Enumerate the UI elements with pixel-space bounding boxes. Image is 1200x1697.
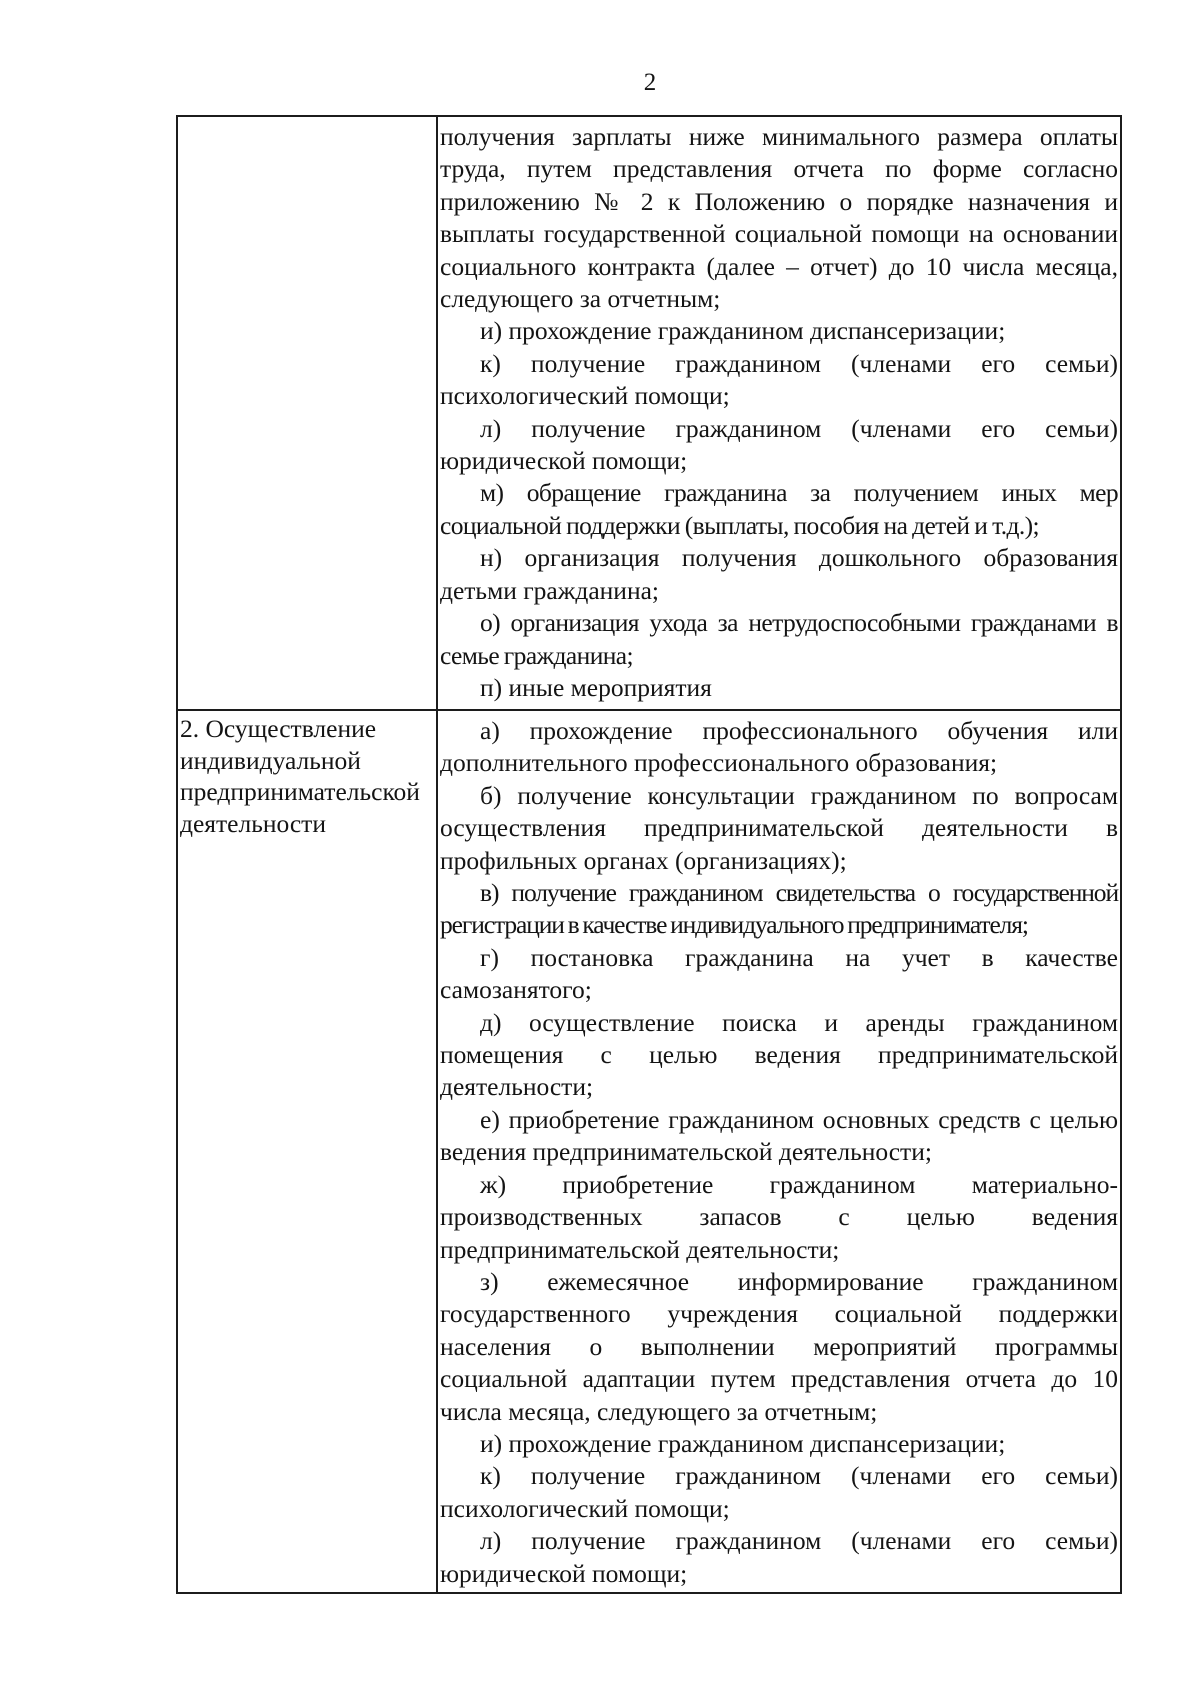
measures-table [176, 115, 1122, 1594]
measure-item: в) получение гражданином свидетельства о государственной регистрации в качестве индивидуального предпринимателя; [440, 878, 1118, 940]
page-number: 2 [643, 69, 657, 96]
table-row [177, 116, 1121, 710]
measure-item: и) прохождение гражданином диспансеризации; [480, 316, 1006, 346]
category-label-line: предпринимательской [180, 777, 420, 807]
measure-item: н) организация получения дошкольного образования детьми гражданина; [440, 543, 1118, 605]
measure-item: о) организация ухода за нетрудоспособными гражданами в семье гражданина; [440, 608, 1118, 670]
measure-item: д) осуществление поиска и аренды гражданином помещения с целью ведения предпринимательской деятельности; [440, 1007, 1118, 1102]
measure-item: л) получение гражданином (членами его семьи) юридической помощи; [440, 413, 1118, 476]
measure-item: получения зарплаты ниже минимального размера оплаты труда, путем представления отчета по форме согласно приложению № 2 к Положению о порядке назначения и выплаты государственной социальной помощи на основании социального контракта (далее – отчет) до 10 числа месяца, следующего за отчетным; [440, 122, 1118, 314]
measure-item: е) приобретение гражданином основных средств с целью ведения предпринимательской деятельности; [440, 1104, 1118, 1167]
measure-item: и) прохождение гражданином диспансеризации; [480, 1428, 1006, 1458]
measures-cell [437, 116, 1121, 710]
table-row [177, 710, 1121, 1593]
measures-cell [437, 710, 1121, 1593]
measure-item: к) получение гражданином (членами его семьи) психологический помощи; [440, 348, 1118, 411]
measure-item: з) ежемесячное информирование гражданином государственного учреждения социальной поддержки населения о выполнении мероприятий программы социальной адаптации путем представления отчета до 10 числа месяца, следующего за отчетным; [440, 1266, 1118, 1426]
measure-item: г) постановка гражданина на учет в качестве самозанятого; [440, 942, 1118, 1005]
measure-item: п) иные мероприятия [480, 672, 712, 702]
measure-item: а) прохождение профессионального обучения или дополнительного профессионального образования; [440, 716, 1118, 778]
measure-item: м) обращение гражданина за получением иных мер социальной поддержки (выплаты, пособия на детей и т.д.); [440, 478, 1118, 540]
measure-item: ж) приобретение гражданином материально-производственных запасов с целью ведения предпринимательской деятельности; [440, 1169, 1118, 1264]
measure-item: б) получение консультации гражданином по вопросам осуществления предпринимательской деятельности в профильных органах (организациях); [440, 780, 1118, 875]
measure-item: л) получение гражданином (членами его семьи) юридической помощи; [440, 1526, 1118, 1588]
measure-item: к) получение гражданином (членами его семьи) психологический помощи; [440, 1461, 1118, 1523]
category-cell [177, 710, 437, 1593]
category-label-line: деятельности [180, 808, 326, 838]
category-label-line: индивидуальной [180, 745, 361, 775]
category-cell [177, 116, 437, 710]
table-body [177, 116, 1121, 1593]
category-label-line: 2. Осуществление [180, 714, 377, 743]
